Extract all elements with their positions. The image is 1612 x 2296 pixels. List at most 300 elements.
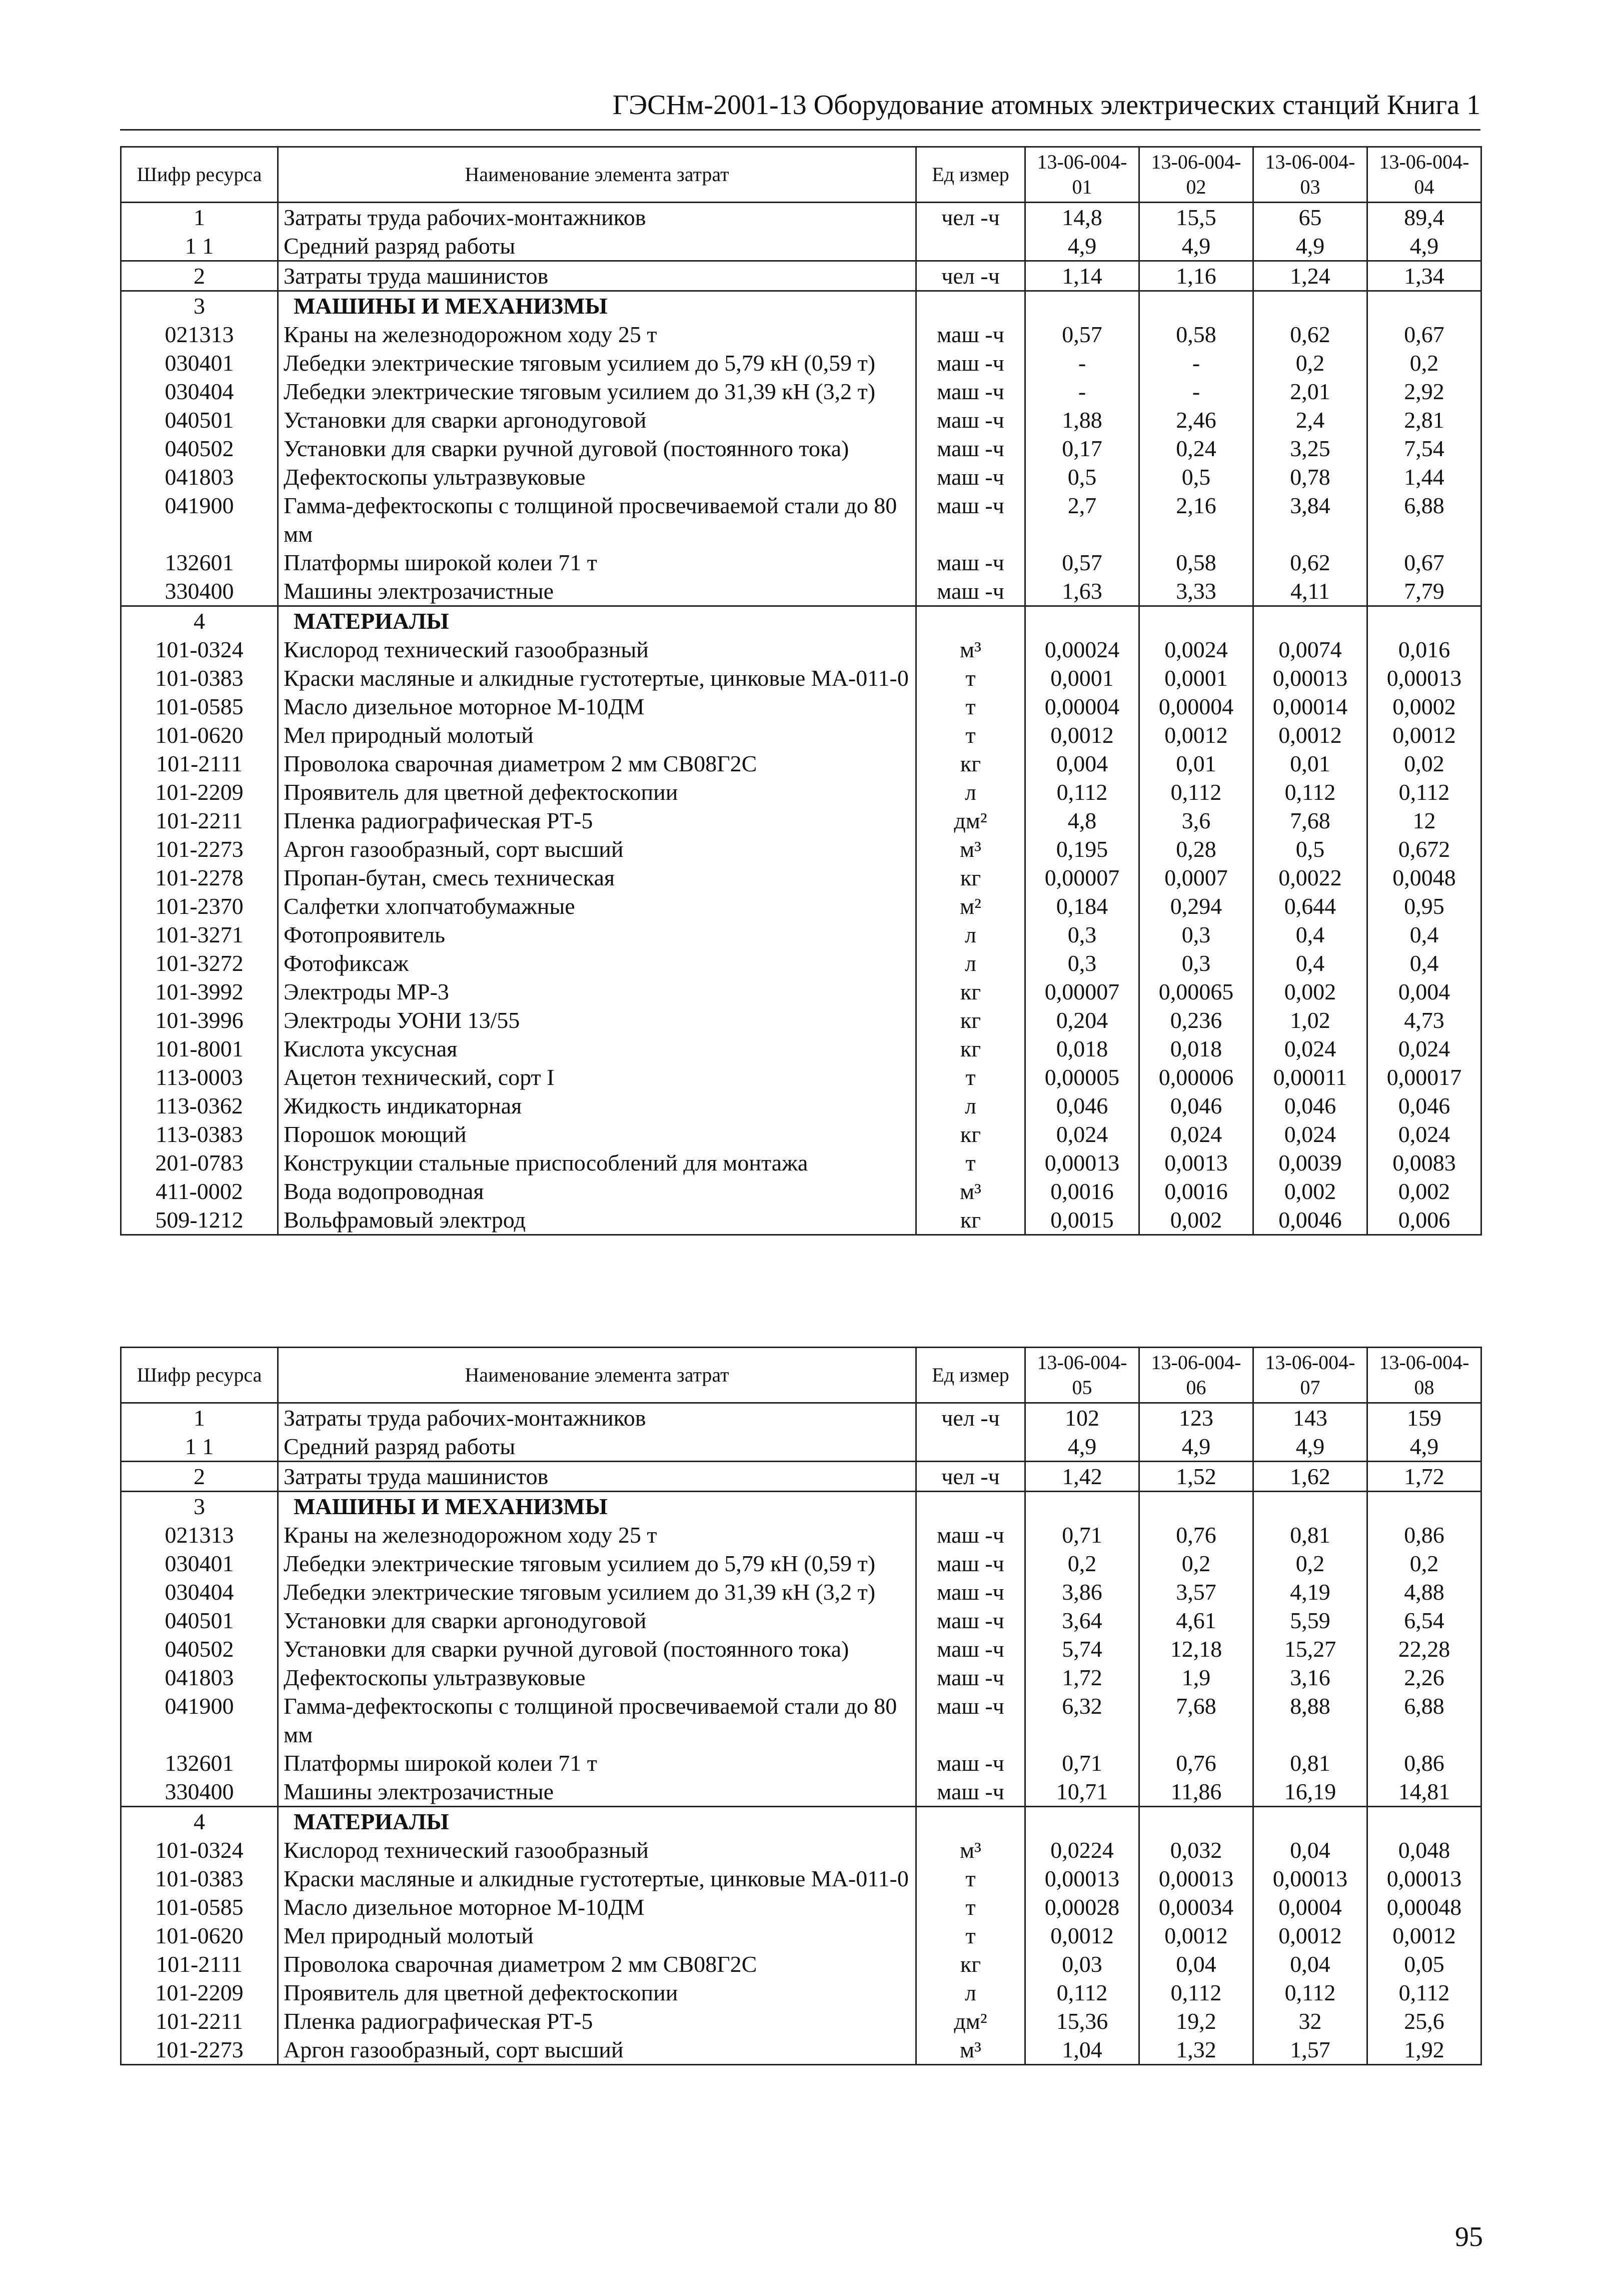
- unit-cell: маш -ч: [916, 406, 1025, 434]
- unit-cell: дм²: [916, 806, 1025, 835]
- norm-value-cell: 0,112: [1139, 778, 1253, 806]
- norms-table-1: [120, 146, 1480, 1236]
- norm-value-cell: 1,63: [1025, 577, 1139, 606]
- norm-value-cell: 0,57: [1025, 548, 1139, 577]
- resource-code-cell: 4: [121, 606, 278, 636]
- norm-value-cell: 0,004: [1025, 749, 1139, 778]
- norm-value-cell: 0,0074: [1253, 635, 1367, 664]
- cost-element-name-cell: Дефектоскопы ультразвуковые: [278, 463, 916, 491]
- cost-element-name-cell: Электроды УОНИ 13/55: [278, 1006, 916, 1034]
- table-row: [121, 892, 1481, 920]
- cost-element-name-cell: Установки для сварки ручной дуговой (постоянного тока): [278, 434, 916, 463]
- resource-code-cell: 040502: [121, 1635, 278, 1663]
- cost-element-name-cell: МАШИНЫ И МЕХАНИЗМЫ: [278, 1492, 916, 1521]
- norm-value-cell: 1,02: [1253, 1006, 1367, 1034]
- cost-element-name-cell: Гамма-дефектоскопы с толщиной просвечиваемой стали до 80 мм: [278, 491, 916, 548]
- table-row: [121, 1006, 1481, 1034]
- norm-value-cell: 0,236: [1139, 1006, 1253, 1034]
- resource-code-cell: 330400: [121, 1777, 278, 1807]
- norm-value-cell: 11,86: [1139, 1777, 1253, 1807]
- norm-value-cell: 1,16: [1139, 261, 1253, 291]
- cost-element-name-cell: Установки для сварки ручной дуговой (постоянного тока): [278, 1635, 916, 1663]
- cost-element-name-cell: Вода водопроводная: [278, 1177, 916, 1206]
- norm-value-cell: 0,0012: [1253, 1921, 1367, 1950]
- norm-value-cell: 0,0012: [1139, 721, 1253, 749]
- norm-value-cell: 7,54: [1367, 434, 1481, 463]
- resource-code-cell: 330400: [121, 577, 278, 606]
- norm-value-cell: 0,24: [1139, 434, 1253, 463]
- norm-value-cell: 0,0001: [1139, 664, 1253, 692]
- cost-element-name-cell: Платформы широкой колеи 71 т: [278, 548, 916, 577]
- norm-value-cell: 0,016: [1367, 635, 1481, 664]
- cost-element-name-cell: Мел природный молотый: [278, 1921, 916, 1950]
- resource-code-cell: 201-0783: [121, 1149, 278, 1177]
- unit-cell: маш -ч: [916, 1635, 1025, 1663]
- norm-value-cell: 0,024: [1253, 1034, 1367, 1063]
- resource-code-cell: 113-0003: [121, 1063, 278, 1091]
- norm-value-cell: 4,8: [1025, 806, 1139, 835]
- cost-element-name-cell: Проявитель для цветной дефектоскопии: [278, 1978, 916, 2007]
- norm-value-cell: 0,024: [1367, 1034, 1481, 1063]
- norm-value-cell: 0,81: [1253, 1521, 1367, 1549]
- unit-cell: маш -ч: [916, 577, 1025, 606]
- norm-value-cell: 0,046: [1139, 1091, 1253, 1120]
- cost-element-name-cell: Гамма-дефектоскопы с толщиной просвечиваемой стали до 80 мм: [278, 1692, 916, 1749]
- norm-value-cell: 0,00005: [1025, 1063, 1139, 1091]
- norm-value-cell: 0,2: [1253, 1549, 1367, 1578]
- cost-element-name-cell: МАТЕРИАЛЫ: [278, 606, 916, 636]
- resource-code-cell: 101-0324: [121, 635, 278, 664]
- norm-value-cell: 0,112: [1367, 1978, 1481, 2007]
- norm-value-cell: 2,01: [1253, 377, 1367, 406]
- resource-code-cell: 101-0324: [121, 1836, 278, 1864]
- norm-value-cell: 6,88: [1367, 491, 1481, 548]
- unit-cell: маш -ч: [916, 1663, 1025, 1692]
- norm-value-cell: 15,5: [1139, 203, 1253, 232]
- cost-element-name-cell: Затраты труда машинистов: [278, 261, 916, 291]
- norm-value-cell: 0,76: [1139, 1749, 1253, 1777]
- norm-value-cell: 0,17: [1025, 434, 1139, 463]
- norm-value-cell: 1,14: [1025, 261, 1139, 291]
- unit-cell: [916, 606, 1025, 636]
- norm-value-cell: 0,5: [1139, 463, 1253, 491]
- norm-value-cell: 0,0012: [1139, 1921, 1253, 1950]
- cost-element-name-cell: Проволока сварочная диаметром 2 мм СВ08Г2С: [278, 1950, 916, 1978]
- resource-code-cell: 101-0383: [121, 1864, 278, 1893]
- norm-value-cell: [1253, 1492, 1367, 1521]
- cost-element-name-cell: МАШИНЫ И МЕХАНИЗМЫ: [278, 291, 916, 321]
- norm-value-cell: 4,9: [1367, 1432, 1481, 1462]
- norm-value-cell: 0,0001: [1025, 664, 1139, 692]
- norm-value-cell: 0,95: [1367, 892, 1481, 920]
- col-header-name: Наименование элемента затрат: [278, 1348, 916, 1403]
- table-row: [121, 2035, 1481, 2065]
- unit-cell: л: [916, 778, 1025, 806]
- resource-code-cell: 041803: [121, 463, 278, 491]
- cost-element-name-cell: Пленка радиографическая РТ-5: [278, 806, 916, 835]
- norm-value-cell: 4,73: [1367, 1006, 1481, 1034]
- norm-value-cell: 1,34: [1367, 261, 1481, 291]
- table-row: [121, 1206, 1481, 1235]
- norm-value-cell: 0,67: [1367, 320, 1481, 349]
- table-row: [121, 1521, 1481, 1549]
- table-row: [121, 835, 1481, 863]
- resource-code-cell: 041803: [121, 1663, 278, 1692]
- norm-value-cell: [1025, 606, 1139, 636]
- cost-element-name-cell: Машины электрозачистные: [278, 1777, 916, 1807]
- resource-code-cell: 040501: [121, 406, 278, 434]
- resource-code-cell: 101-2211: [121, 806, 278, 835]
- norm-value-cell: 0,024: [1025, 1120, 1139, 1149]
- unit-cell: л: [916, 1978, 1025, 2007]
- unit-cell: м³: [916, 1836, 1025, 1864]
- cost-element-name-cell: Аргон газообразный, сорт высший: [278, 835, 916, 863]
- resource-code-cell: 132601: [121, 1749, 278, 1777]
- norm-value-cell: 65: [1253, 203, 1367, 232]
- cost-element-name-cell: Дефектоскопы ультразвуковые: [278, 1663, 916, 1692]
- table-row: [121, 1836, 1481, 1864]
- col-header-norm-2: 13-06-004-06: [1139, 1348, 1253, 1403]
- norm-value-cell: [1367, 1492, 1481, 1521]
- norm-value-cell: 0,00013: [1367, 664, 1481, 692]
- norm-value-cell: 32: [1253, 2007, 1367, 2035]
- col-header-norm-3: 13-06-004-03: [1253, 147, 1367, 203]
- norm-value-cell: 0,0083: [1367, 1149, 1481, 1177]
- norm-value-cell: 12: [1367, 806, 1481, 835]
- norm-value-cell: 2,26: [1367, 1663, 1481, 1692]
- cost-element-name-cell: Кислород технический газообразный: [278, 635, 916, 664]
- norm-value-cell: 0,0016: [1025, 1177, 1139, 1206]
- norm-value-cell: 0,3: [1025, 949, 1139, 977]
- norm-value-cell: 0,86: [1367, 1749, 1481, 1777]
- cost-element-name-cell: Средний разряд работы: [278, 1432, 916, 1462]
- unit-cell: т: [916, 721, 1025, 749]
- norm-value-cell: 0,00004: [1025, 692, 1139, 721]
- norm-value-cell: 0,00013: [1139, 1864, 1253, 1893]
- norm-value-cell: 15,36: [1025, 2007, 1139, 2035]
- unit-cell: т: [916, 1063, 1025, 1091]
- norm-value-cell: 0,195: [1025, 835, 1139, 863]
- table-row: [121, 1091, 1481, 1120]
- norm-value-cell: 1,44: [1367, 463, 1481, 491]
- table-row: [121, 232, 1481, 261]
- norm-value-cell: 0,644: [1253, 892, 1367, 920]
- table-row: [121, 1635, 1481, 1663]
- norm-value-cell: 0,2: [1139, 1549, 1253, 1578]
- norm-value-cell: 0,0012: [1025, 721, 1139, 749]
- resource-code-cell: 101-0585: [121, 692, 278, 721]
- cost-element-name-cell: Вольфрамовый электрод: [278, 1206, 916, 1235]
- norm-value-cell: [1253, 1807, 1367, 1836]
- norm-value-cell: 0,0016: [1139, 1177, 1253, 1206]
- norm-value-cell: 1,57: [1253, 2035, 1367, 2065]
- unit-cell: [916, 1432, 1025, 1462]
- cost-element-name-cell: Пленка радиографическая РТ-5: [278, 2007, 916, 2035]
- norm-value-cell: 0,0046: [1253, 1206, 1367, 1235]
- norm-value-cell: 14,81: [1367, 1777, 1481, 1807]
- cost-element-name-cell: Краны на железнодорожном ходу 25 т: [278, 1521, 916, 1549]
- table-row: [121, 1462, 1481, 1492]
- norm-value-cell: 0,04: [1253, 1836, 1367, 1864]
- norm-value-cell: 0,78: [1253, 463, 1367, 491]
- table-row: [121, 692, 1481, 721]
- norm-value-cell: 5,59: [1253, 1606, 1367, 1635]
- cost-element-name-cell: Фотопроявитель: [278, 920, 916, 949]
- unit-cell: м³: [916, 2035, 1025, 2065]
- norm-value-cell: 6,88: [1367, 1692, 1481, 1749]
- norm-value-cell: 0,294: [1139, 892, 1253, 920]
- norm-value-cell: 0,4: [1367, 920, 1481, 949]
- unit-cell: маш -ч: [916, 349, 1025, 377]
- resource-code-cell: 101-8001: [121, 1034, 278, 1063]
- table-row: [121, 1950, 1481, 1978]
- resource-code-cell: 101-0383: [121, 664, 278, 692]
- resource-code-cell: 1 1: [121, 1432, 278, 1462]
- unit-cell: [916, 291, 1025, 321]
- norm-value-cell: 0,71: [1025, 1749, 1139, 1777]
- unit-cell: маш -ч: [916, 1749, 1025, 1777]
- norm-value-cell: [1025, 1807, 1139, 1836]
- norm-value-cell: 4,19: [1253, 1578, 1367, 1606]
- resource-code-cell: 101-2278: [121, 863, 278, 892]
- table-row: [121, 203, 1481, 232]
- norm-value-cell: 0,2: [1025, 1549, 1139, 1578]
- norm-value-cell: 1,52: [1139, 1462, 1253, 1492]
- norm-value-cell: 0,046: [1025, 1091, 1139, 1120]
- unit-cell: маш -ч: [916, 548, 1025, 577]
- table-row: [121, 949, 1481, 977]
- norm-value-cell: 0,00065: [1139, 977, 1253, 1006]
- norm-value-cell: 1,04: [1025, 2035, 1139, 2065]
- norm-value-cell: 0,04: [1253, 1950, 1367, 1978]
- norm-value-cell: 0,0224: [1025, 1836, 1139, 1864]
- unit-cell: т: [916, 1864, 1025, 1893]
- resource-code-cell: 101-0585: [121, 1893, 278, 1921]
- unit-cell: чел -ч: [916, 261, 1025, 291]
- norm-value-cell: 2,16: [1139, 491, 1253, 548]
- table-row: [121, 2007, 1481, 2035]
- norm-value-cell: 0,0004: [1253, 1893, 1367, 1921]
- norm-value-cell: 1,62: [1253, 1462, 1367, 1492]
- page-header: ГЭСНм-2001-13 Оборудование атомных электрических станций Книга 1: [120, 85, 1480, 131]
- norm-value-cell: 15,27: [1253, 1635, 1367, 1663]
- col-header-code: Шифр ресурса: [121, 147, 278, 203]
- table-row: [121, 749, 1481, 778]
- resource-code-cell: 040502: [121, 434, 278, 463]
- norm-value-cell: [1367, 606, 1481, 636]
- norm-value-cell: 0,018: [1139, 1034, 1253, 1063]
- norm-value-cell: 0,184: [1025, 892, 1139, 920]
- resource-code-cell: 101-2273: [121, 2035, 278, 2065]
- table-row: [121, 291, 1481, 321]
- resource-code-cell: 132601: [121, 548, 278, 577]
- resource-code-cell: 101-3271: [121, 920, 278, 949]
- cost-element-name-cell: Фотофиксаж: [278, 949, 916, 977]
- col-header-norm-1: 13-06-004-01: [1025, 147, 1139, 203]
- norm-value-cell: 0,032: [1139, 1836, 1253, 1864]
- norm-value-cell: 0,0048: [1367, 863, 1481, 892]
- norm-value-cell: 4,9: [1367, 232, 1481, 261]
- norm-value-cell: 0,00013: [1367, 1864, 1481, 1893]
- norm-value-cell: 0,2: [1253, 349, 1367, 377]
- cost-element-name-cell: Проявитель для цветной дефектоскопии: [278, 778, 916, 806]
- norm-value-cell: 0,024: [1139, 1120, 1253, 1149]
- norm-value-cell: 4,11: [1253, 577, 1367, 606]
- resource-code-cell: 509-1212: [121, 1206, 278, 1235]
- unit-cell: [916, 1807, 1025, 1836]
- cost-element-name-cell: Затраты труда рабочих-монтажников: [278, 1403, 916, 1433]
- cost-element-name-cell: Лебедки электрические тяговым усилием до 31,39 кН (3,2 т): [278, 1578, 916, 1606]
- norm-value-cell: 0,67: [1367, 548, 1481, 577]
- norm-value-cell: 0,112: [1025, 1978, 1139, 2007]
- unit-cell: маш -ч: [916, 1578, 1025, 1606]
- cost-element-name-cell: Краски масляные и алкидные густотертые, цинковые МА-011-0: [278, 1864, 916, 1893]
- resource-code-cell: 101-2209: [121, 778, 278, 806]
- table-row: [121, 1921, 1481, 1950]
- norm-value-cell: 0,0012: [1253, 721, 1367, 749]
- norm-value-cell: 0,04: [1139, 1950, 1253, 1978]
- resource-code-cell: 2: [121, 1462, 278, 1492]
- resource-code-cell: 411-0002: [121, 1177, 278, 1206]
- norm-value-cell: 3,64: [1025, 1606, 1139, 1635]
- resource-code-cell: 3: [121, 1492, 278, 1521]
- table-row: [121, 1120, 1481, 1149]
- norm-value-cell: 1,42: [1025, 1462, 1139, 1492]
- norm-value-cell: 22,28: [1367, 1635, 1481, 1663]
- unit-cell: т: [916, 1921, 1025, 1950]
- norm-value-cell: 0,3: [1139, 920, 1253, 949]
- norm-value-cell: 1,72: [1367, 1462, 1481, 1492]
- unit-cell: л: [916, 1091, 1025, 1120]
- cost-element-name-cell: Затраты труда рабочих-монтажников: [278, 203, 916, 232]
- norm-value-cell: 0,00004: [1139, 692, 1253, 721]
- norm-value-cell: 12,18: [1139, 1635, 1253, 1663]
- cost-element-name-cell: Средний разряд работы: [278, 232, 916, 261]
- norm-value-cell: 0,0024: [1139, 635, 1253, 664]
- unit-cell: дм²: [916, 2007, 1025, 2035]
- resource-code-cell: 101-3272: [121, 949, 278, 977]
- unit-cell: т: [916, 1149, 1025, 1177]
- unit-cell: маш -ч: [916, 434, 1025, 463]
- norm-value-cell: 7,79: [1367, 577, 1481, 606]
- resource-code-cell: 101-2111: [121, 1950, 278, 1978]
- norm-value-cell: 0,0013: [1139, 1149, 1253, 1177]
- norm-value-cell: 0,112: [1253, 778, 1367, 806]
- table-row: [121, 1692, 1481, 1749]
- unit-cell: маш -ч: [916, 463, 1025, 491]
- resource-code-cell: 101-3992: [121, 977, 278, 1006]
- resource-code-cell: 101-2370: [121, 892, 278, 920]
- norm-value-cell: 4,9: [1253, 232, 1367, 261]
- norm-value-cell: 7,68: [1139, 1692, 1253, 1749]
- norm-value-cell: 3,86: [1025, 1578, 1139, 1606]
- norm-value-cell: [1139, 1807, 1253, 1836]
- norm-value-cell: 0,0007: [1139, 863, 1253, 892]
- norm-value-cell: 3,84: [1253, 491, 1367, 548]
- norm-value-cell: 25,6: [1367, 2007, 1481, 2035]
- table-row: [121, 320, 1481, 349]
- norm-value-cell: 10,71: [1025, 1777, 1139, 1807]
- unit-cell: л: [916, 920, 1025, 949]
- norm-value-cell: [1025, 291, 1139, 321]
- norm-value-cell: 0,0015: [1025, 1206, 1139, 1235]
- cost-element-name-cell: Пропан-бутан, смесь техническая: [278, 863, 916, 892]
- norm-value-cell: 0,05: [1367, 1950, 1481, 1978]
- norm-value-cell: 19,2: [1139, 2007, 1253, 2035]
- unit-cell: маш -ч: [916, 1521, 1025, 1549]
- norm-value-cell: 0,00024: [1025, 635, 1139, 664]
- cost-element-name-cell: Мел природный молотый: [278, 721, 916, 749]
- norm-value-cell: 0,018: [1025, 1034, 1139, 1063]
- resource-code-cell: 3: [121, 291, 278, 321]
- resource-code-cell: 030404: [121, 1578, 278, 1606]
- cost-element-name-cell: Краски масляные и алкидные густотертые, цинковые МА-011-0: [278, 664, 916, 692]
- unit-cell: маш -ч: [916, 1692, 1025, 1749]
- table-header-row: [121, 1348, 1481, 1403]
- cost-element-name-cell: Лебедки электрические тяговым усилием до 5,79 кН (0,59 т): [278, 349, 916, 377]
- norm-value-cell: 0,004: [1367, 977, 1481, 1006]
- norm-value-cell: 4,9: [1139, 232, 1253, 261]
- cost-element-name-cell: Установки для сварки аргонодуговой: [278, 406, 916, 434]
- norm-value-cell: 2,4: [1253, 406, 1367, 434]
- norm-value-cell: 159: [1367, 1403, 1481, 1433]
- norm-value-cell: 0,4: [1253, 920, 1367, 949]
- norm-value-cell: 1,24: [1253, 261, 1367, 291]
- table-row: [121, 1149, 1481, 1177]
- norm-value-cell: 0,024: [1253, 1120, 1367, 1149]
- resource-code-cell: 021313: [121, 1521, 278, 1549]
- norm-value-cell: 0,002: [1139, 1206, 1253, 1235]
- norm-value-cell: 0,76: [1139, 1521, 1253, 1549]
- norm-value-cell: -: [1139, 377, 1253, 406]
- resource-code-cell: 1: [121, 203, 278, 232]
- table-row: [121, 721, 1481, 749]
- cost-element-name-cell: Кислород технический газообразный: [278, 1836, 916, 1864]
- col-header-norm-3: 13-06-004-07: [1253, 1348, 1367, 1403]
- norm-value-cell: 0,62: [1253, 548, 1367, 577]
- norm-value-cell: 0,046: [1253, 1091, 1367, 1120]
- table-row: [121, 778, 1481, 806]
- norm-value-cell: 4,9: [1253, 1432, 1367, 1462]
- norm-value-cell: 0,002: [1253, 977, 1367, 1006]
- norm-value-cell: 0,2: [1367, 1549, 1481, 1578]
- resource-code-cell: 2: [121, 261, 278, 291]
- unit-cell: чел -ч: [916, 1403, 1025, 1433]
- norm-value-cell: [1253, 606, 1367, 636]
- norm-value-cell: 0,00013: [1253, 1864, 1367, 1893]
- table-row: [121, 548, 1481, 577]
- col-header-norm-2: 13-06-004-02: [1139, 147, 1253, 203]
- unit-cell: м³: [916, 635, 1025, 664]
- unit-cell: маш -ч: [916, 1549, 1025, 1578]
- table-row: [121, 806, 1481, 835]
- norm-value-cell: -: [1025, 349, 1139, 377]
- resource-code-cell: 101-0620: [121, 1921, 278, 1950]
- resource-code-cell: 113-0383: [121, 1120, 278, 1149]
- norm-value-cell: 0,02: [1367, 749, 1481, 778]
- cost-element-name-cell: Аргон газообразный, сорт высший: [278, 2035, 916, 2065]
- cost-element-name-cell: Краны на железнодорожном ходу 25 т: [278, 320, 916, 349]
- cost-element-name-cell: Масло дизельное моторное М-10ДМ: [278, 1893, 916, 1921]
- cost-element-name-cell: Затраты труда машинистов: [278, 1462, 916, 1492]
- norm-value-cell: 0,0022: [1253, 863, 1367, 892]
- norm-value-cell: 1,88: [1025, 406, 1139, 434]
- norm-value-cell: 0,00034: [1139, 1893, 1253, 1921]
- table-body-2: [121, 1403, 1481, 2065]
- resource-code-cell: 101-2211: [121, 2007, 278, 2035]
- cost-element-name-cell: Конструкции стальные приспособлений для монтажа: [278, 1149, 916, 1177]
- norm-value-cell: 2,81: [1367, 406, 1481, 434]
